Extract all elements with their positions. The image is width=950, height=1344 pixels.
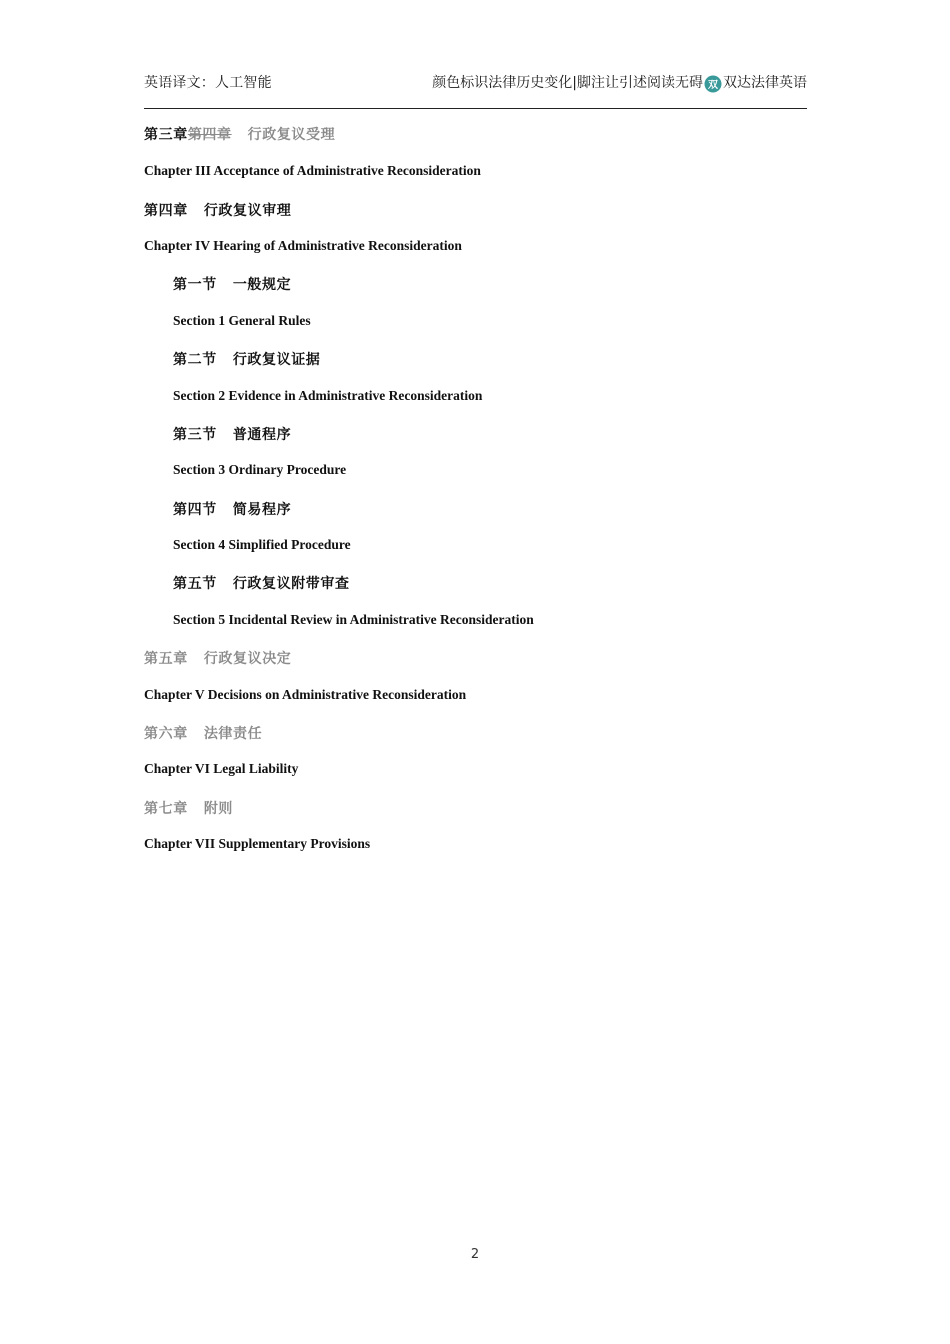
toc-chapter-4-en: Chapter IV Hearing of Administrative Reconsideration	[144, 238, 462, 253]
toc-chapter-5-number: 第五章	[144, 651, 188, 667]
toc-section-5-title: 行政复议附带审查	[232, 576, 350, 592]
toc-section-3-number: 第三节	[173, 427, 217, 443]
toc-chapter-5-en: Chapter V Decisions on Administrative Reconsideration	[144, 687, 467, 702]
svg-text:双: 双	[708, 79, 718, 91]
toc-section-5-number: 第五节	[173, 576, 217, 592]
toc-chapter-4-zh	[144, 200, 291, 220]
toc-chapter-4-title: 行政复议审理	[203, 203, 292, 219]
toc-chapter-3-en: Chapter III Acceptance of Administrative Reconsideration	[144, 163, 481, 178]
header-doc-title: 英语译文：人工智能	[144, 75, 272, 91]
toc-chapter-7-en: Chapter VII Supplementary Provisions	[144, 836, 371, 851]
header-divider	[144, 108, 807, 109]
toc-chapter-5-zh	[144, 648, 291, 668]
header-tagline-text: 颜色标识法律历史变化|脚注让引述阅读无碍	[432, 75, 703, 91]
toc-section-3-en: Section 3 Ordinary Procedure	[173, 462, 347, 477]
toc-chapter-7-number: 第七章	[144, 801, 188, 817]
toc-chapter-3-deleted-number: 第四章	[187, 127, 232, 143]
toc-chapter-6-title: 法律责任	[203, 726, 263, 742]
toc-chapter-6-en: Chapter VI Legal Liability	[144, 761, 299, 776]
header-brand: 双达法律英语	[723, 75, 807, 91]
toc-section-5-zh	[173, 573, 350, 593]
toc-chapter-3-title: 行政复议受理	[247, 127, 336, 143]
header-tagline	[432, 72, 807, 92]
toc-section-1-title: 一般规定	[232, 277, 292, 293]
toc-section-4-number: 第四节	[173, 502, 217, 518]
toc-section-2-zh	[173, 349, 320, 369]
toc-section-2-number: 第二节	[173, 352, 217, 368]
toc-section-3-zh	[173, 424, 291, 444]
toc-chapter-7-title: 附则	[203, 801, 234, 817]
page-number: 2	[470, 1247, 480, 1262]
page-header	[144, 70, 807, 96]
toc-section-4-en: Section 4 Simplified Procedure	[173, 537, 351, 552]
toc-section-2-title: 行政复议证据	[232, 352, 321, 368]
toc-section-4-title: 简易程序	[232, 502, 292, 518]
toc-chapter-5-title: 行政复议决定	[203, 651, 292, 667]
toc-chapter-3-zh	[144, 124, 335, 144]
toc-chapter-6-zh	[144, 723, 262, 743]
shuangda-logo-icon	[704, 75, 722, 93]
toc-section-4-zh	[173, 499, 291, 519]
toc-section-2-en: Section 2 Evidence in Administrative Reconsideration	[173, 388, 483, 403]
toc-section-3-title: 普通程序	[232, 427, 292, 443]
toc-chapter-4-number: 第四章	[144, 203, 188, 219]
toc-chapter-7-zh	[144, 798, 233, 818]
toc-section-1-zh	[173, 274, 291, 294]
toc-chapter-6-number: 第六章	[144, 726, 188, 742]
toc-section-5-en: Section 5 Incidental Review in Administrative Reconsideration	[173, 612, 534, 627]
toc-section-1-en: Section 1 General Rules	[173, 313, 311, 328]
toc-section-1-number: 第一节	[173, 277, 217, 293]
toc-chapter-3-number: 第三章	[144, 127, 188, 143]
